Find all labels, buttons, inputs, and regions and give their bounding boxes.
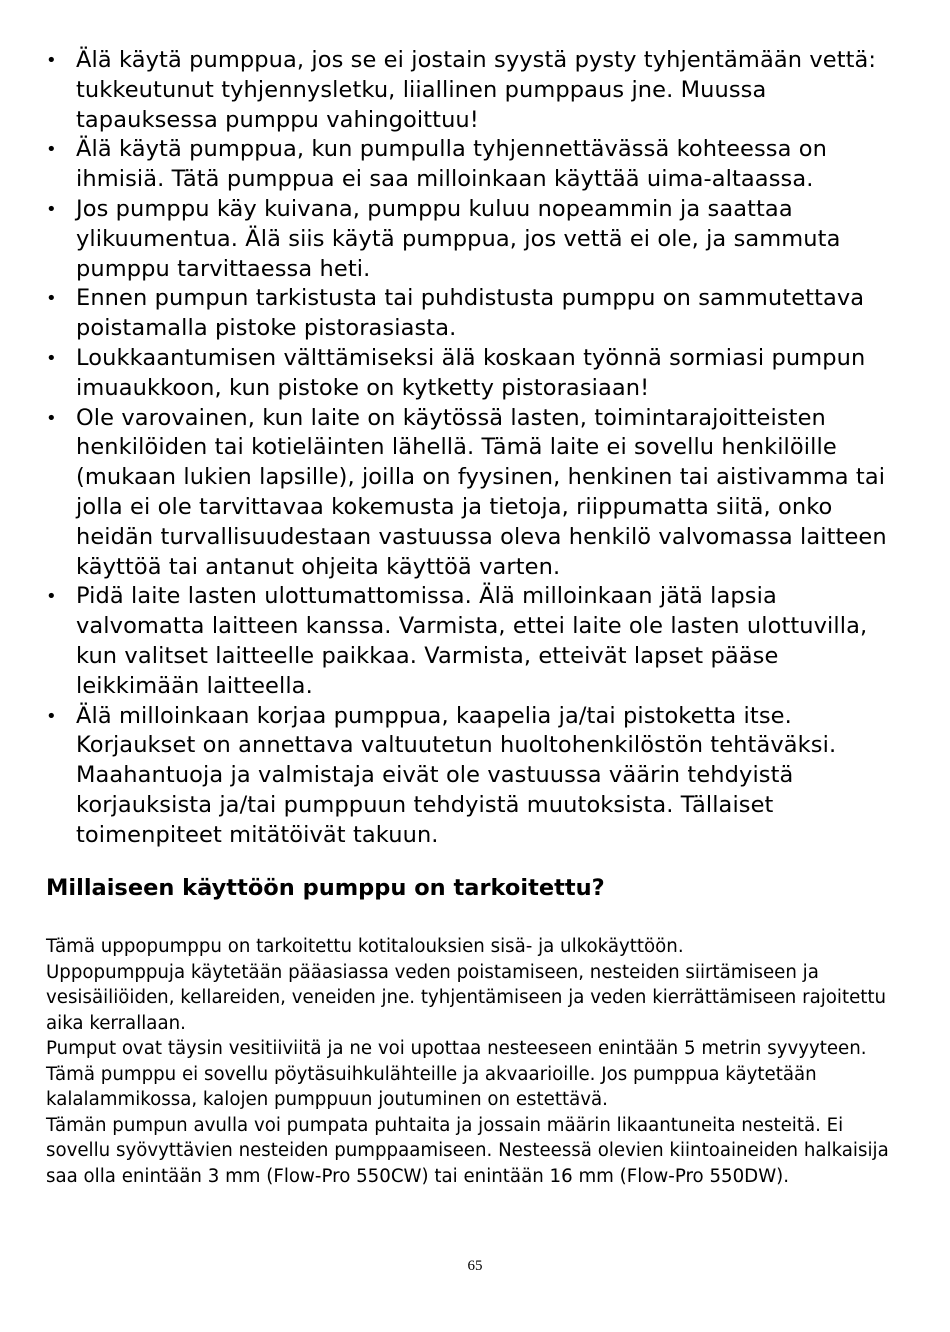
- bullet-icon: •: [46, 586, 57, 608]
- page-number: 65: [467, 1258, 483, 1274]
- bullet-text: Ole varovainen, kun laite on käytössä lasten, toimintarajoitteisten henkilöiden tai kotieläinten lähellä. Tämä laite ei sovellu henkilöille (mukaan lukien lapsille), joilla on fyysinen, henkinen tai aistivamma tai jolla ei ole tarvittavaa kokemusta ja tietoja, riippumatta siitä, onko heidän turvallisuudestaan vastuussa oleva henkilö valvomassa laitteen käyttöä tai antanut ohjeita käyttöä varten.: [76, 404, 887, 580]
- bullet-icon: •: [46, 288, 57, 310]
- bullet-text: Pidä laite lasten ulottumattomissa. Älä milloinkaan jätä lapsia valvomatta laitteen kanssa. Varmista, ettei laite ole lasten ulottuvilla, kun valitset laitteelle paikkaa. Varmista, etteivät lapset pääse leikkimään laitteella.: [76, 583, 868, 699]
- bullet-item: [46, 582, 906, 701]
- bullet-item: [46, 46, 906, 135]
- bullet-icon: •: [46, 705, 57, 727]
- bullet-text: Älä käytä pumppua, kun pumpulla tyhjennettävässä kohteessa on ihmisiä. Tätä pumppua ei saa milloinkaan käyttää uima-altaassa.: [76, 136, 827, 193]
- bullet-text: Ennen pumpun tarkistusta tai puhdistusta pumppu on sammutettava poistamalla pistoke pistorasiasta.: [76, 285, 865, 342]
- bullet-text: Jos pumppu käy kuivana, pumppu kuluu nopeammin ja saattaa ylikuumentua. Älä siis käytä pumppua, jos vettä ei ole, ja sammuta pumppu tarvittaessa heti.: [76, 195, 841, 282]
- bullet-icon: •: [46, 139, 57, 161]
- bullet-item: [46, 135, 906, 195]
- bullet-icon: •: [46, 407, 57, 429]
- bullet-item: [46, 344, 906, 404]
- paragraph: Tämän pumpun avulla voi pumpata puhtaita ja jossain määrin likaantuneita nesteitä. Ei sovellu syövyttävien nesteiden pumppaamiseen. Nesteessä olevien kiintoaineiden halkaisija saa olla enintään 3 mm (Flow-Pro 550CW) tai enintään 16 mm (Flow-Pro 550DW).: [46, 1114, 889, 1187]
- bullet-text: Loukkaantumisen välttämiseksi älä koskaan työnnä sormiasi pumpun imuaukkoon, kun pistoke on kytketty pistorasiaan!: [76, 344, 866, 401]
- bullet-item: [46, 702, 906, 851]
- usage-description: [46, 934, 906, 1189]
- paragraph: Tämä pumppu ei sovellu pöytäsuihkulähteille ja akvaarioille. Jos pumppua käytetään kalalammikossa, kalojen pumppuun joutuminen on estettävä.: [46, 1063, 817, 1110]
- bullet-item: [46, 404, 906, 583]
- bullet-icon: •: [46, 347, 57, 369]
- paragraph: Tämä uppopumppu on tarkoitettu kotitalouksien sisä- ja ulkokäyttöön.: [46, 936, 684, 957]
- bullet-text: Älä käytä pumppua, jos se ei jostain syystä pysty tyhjentämään vettä: tukkeutunut tyhjennysletku, liiallinen pumppaus jne. Muussa tapauksessa pumppu vahingoittuu!: [76, 47, 877, 133]
- bullet-icon: •: [46, 198, 57, 220]
- bullet-item: [46, 195, 906, 284]
- bullet-text: Älä milloinkaan korjaa pumppua, kaapelia ja/tai pistoketta itse. Korjaukset on annettava valtuutetun huoltohenkilöstön tehtäväksi. Maahantuoja ja valmistaja eivät ole vastuussa väärin tehdyistä korjauksista ja/tai pumppuun tehdyistä muutoksista. Tällaiset toimenpiteet mitätöivät takuun.: [76, 702, 837, 848]
- paragraph: Uppopumppuja käytetään pääasiassa veden poistamiseen, nesteiden siirtämiseen ja vesisäiliöiden, kellareiden, veneiden jne. tyhjentämiseen ja veden kierrättämiseen rajoitettu aika kerrallaan.: [46, 961, 887, 1034]
- bullet-icon: •: [46, 50, 57, 71]
- section-heading: Millaiseen käyttöön pumppu on tarkoitettu?: [46, 875, 605, 901]
- safety-bullet-list: [46, 46, 906, 851]
- bullet-item: [46, 284, 906, 344]
- paragraph: Pumput ovat täysin vesitiiviitä ja ne voi upottaa nesteeseen enintään 5 metrin syvyyteen.: [46, 1038, 867, 1059]
